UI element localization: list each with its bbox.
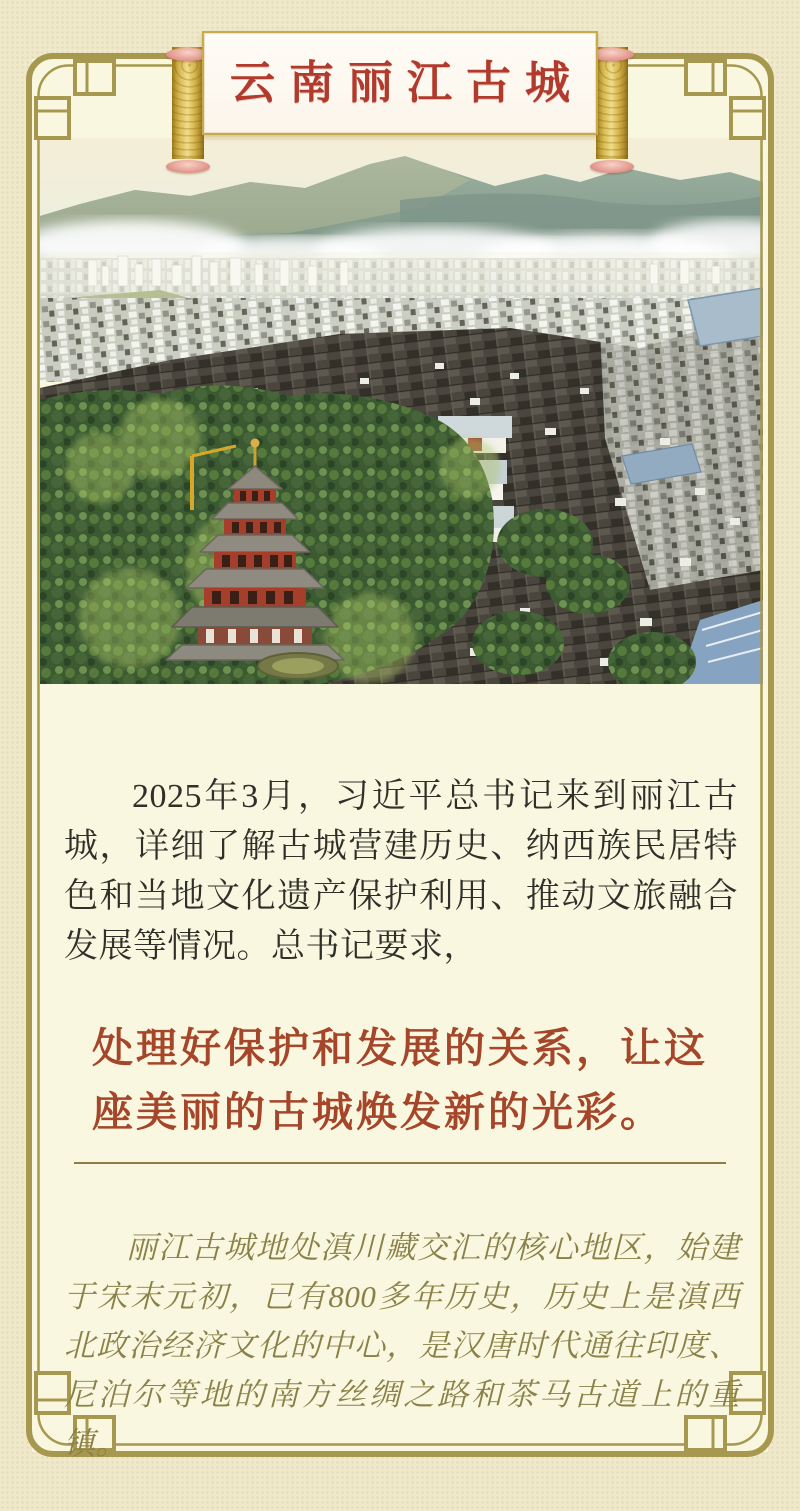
- history-paragraph: 丽江古城地处滇川藏交汇的核心地区，始建于宋末元初，已有800多年历史，历史上是滇西北政治经济文化的中心，是汉唐时代通往印度、尼泊尔等地的南方丝绸之路和茶马古道上的重镇。: [64, 1230, 740, 1461]
- section-divider: [74, 1162, 726, 1164]
- scroll-roller-right-icon: [596, 47, 628, 159]
- scroll-cap-icon: [590, 160, 634, 173]
- title-panel: [202, 31, 598, 135]
- quote-text: 处理好保护和发展的关系，让这座美丽的古城焕发新的光彩。: [92, 1025, 708, 1135]
- banner-scroll: [168, 20, 632, 150]
- intro-paragraph: 2025年3月，习近平总书记来到丽江古城，详细了解古城营建历史、纳西族民居特色和当地文化遗产保护利用、推动文旅融合发展等情况。总书记要求，: [64, 778, 738, 965]
- page-title: 云南丽江古城: [229, 57, 584, 108]
- scroll-cap-icon: [166, 160, 210, 173]
- scroll-roller-left-icon: [172, 47, 204, 159]
